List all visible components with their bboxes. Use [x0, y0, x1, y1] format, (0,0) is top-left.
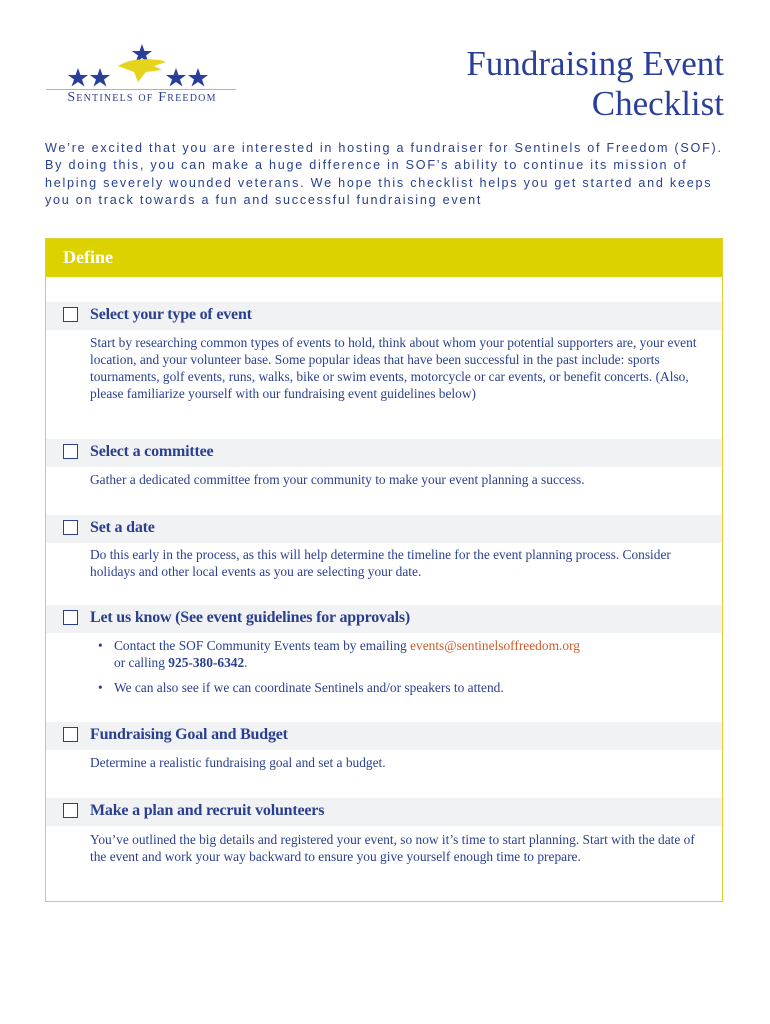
- item-description: Gather a dedicated committee from your community to make your event planning a success.: [90, 472, 585, 487]
- item-description: Start by researching common types of events to hold, think about whom your potential supporters are, your event location, and your volunteer base. Some popular ideas that have been successful in the past include: sports tournaments, golf events, runs, walks, bike or swim events, motorcycle or car events, or benefit concerts. (Also, please familiarize yourself with our fundraising event guidelines below): [90, 335, 697, 401]
- item-description: You’ve outlined the big details and registered your event, so now it’s time to start planning. Start with the date of the event and work your way backward to ensure you give yourself enough time to prepare.: [90, 832, 695, 864]
- logo-org-name: Sentinels of Freedom: [67, 90, 217, 105]
- checkbox[interactable]: [63, 520, 78, 535]
- intro-paragraph: We’re excited that you are interested in hosting a fundraiser for Sentinels of Freedom (SOF). By doing this, you can make a huge difference in SOF’s ability to continue its mission of helping severely wounded veterans. We hope this checklist helps you get started and keeps you on track towards a fun and successful fundraising event: [45, 141, 723, 207]
- define-section: [45, 238, 723, 902]
- stars-eagle-icon: [68, 40, 218, 88]
- checklist-item: [46, 722, 722, 750]
- checkbox[interactable]: [63, 727, 78, 742]
- phone-number: 925-380-6342: [168, 654, 245, 670]
- checklist-item: [46, 439, 722, 467]
- bullet-text: [114, 638, 694, 672]
- page-title-line1: Fundraising Event: [466, 44, 724, 83]
- item-title: Select a committee: [90, 443, 214, 460]
- checklist-item: [46, 302, 722, 330]
- section-header: [46, 239, 722, 277]
- bullet-text-prefix: Contact the SOF Community Events team by emailing: [114, 638, 411, 653]
- checkbox[interactable]: [63, 444, 78, 459]
- bullet-text: We can also see if we can coordinate Sentinels and/or speakers to attend.: [114, 680, 504, 695]
- section-heading: Define: [63, 247, 113, 267]
- page-title: [466, 44, 724, 124]
- checklist-item: [46, 798, 722, 826]
- item-title: Set a date: [90, 519, 155, 536]
- checkbox[interactable]: [63, 803, 78, 818]
- checkbox[interactable]: [63, 307, 78, 322]
- page-title-line2: Checklist: [591, 84, 724, 123]
- bullet-dot: •: [98, 680, 103, 695]
- bullet-text-mid: or calling: [114, 654, 169, 670]
- item-title: Make a plan and recruit volunteers: [90, 802, 325, 819]
- bullet-text-end: .: [244, 654, 248, 670]
- item-title: Fundraising Goal and Budget: [90, 726, 288, 743]
- sof-logo: [44, 40, 240, 114]
- checklist-item: [46, 605, 722, 633]
- item-title: Select your type of event: [90, 306, 252, 323]
- item-description: Determine a realistic fundraising goal and set a budget.: [90, 755, 386, 770]
- item-description: Do this early in the process, as this will help determine the timeline for the event planning process. Consider holidays and other local events as you are selecting your date.: [90, 547, 671, 579]
- bullet-dot: •: [98, 638, 103, 653]
- email-link[interactable]: events@sentinelsoffreedom.org: [410, 638, 580, 653]
- item-title: Let us know (See event guidelines for approvals): [90, 609, 411, 626]
- checkbox[interactable]: [63, 610, 78, 625]
- checklist-item: [46, 515, 722, 543]
